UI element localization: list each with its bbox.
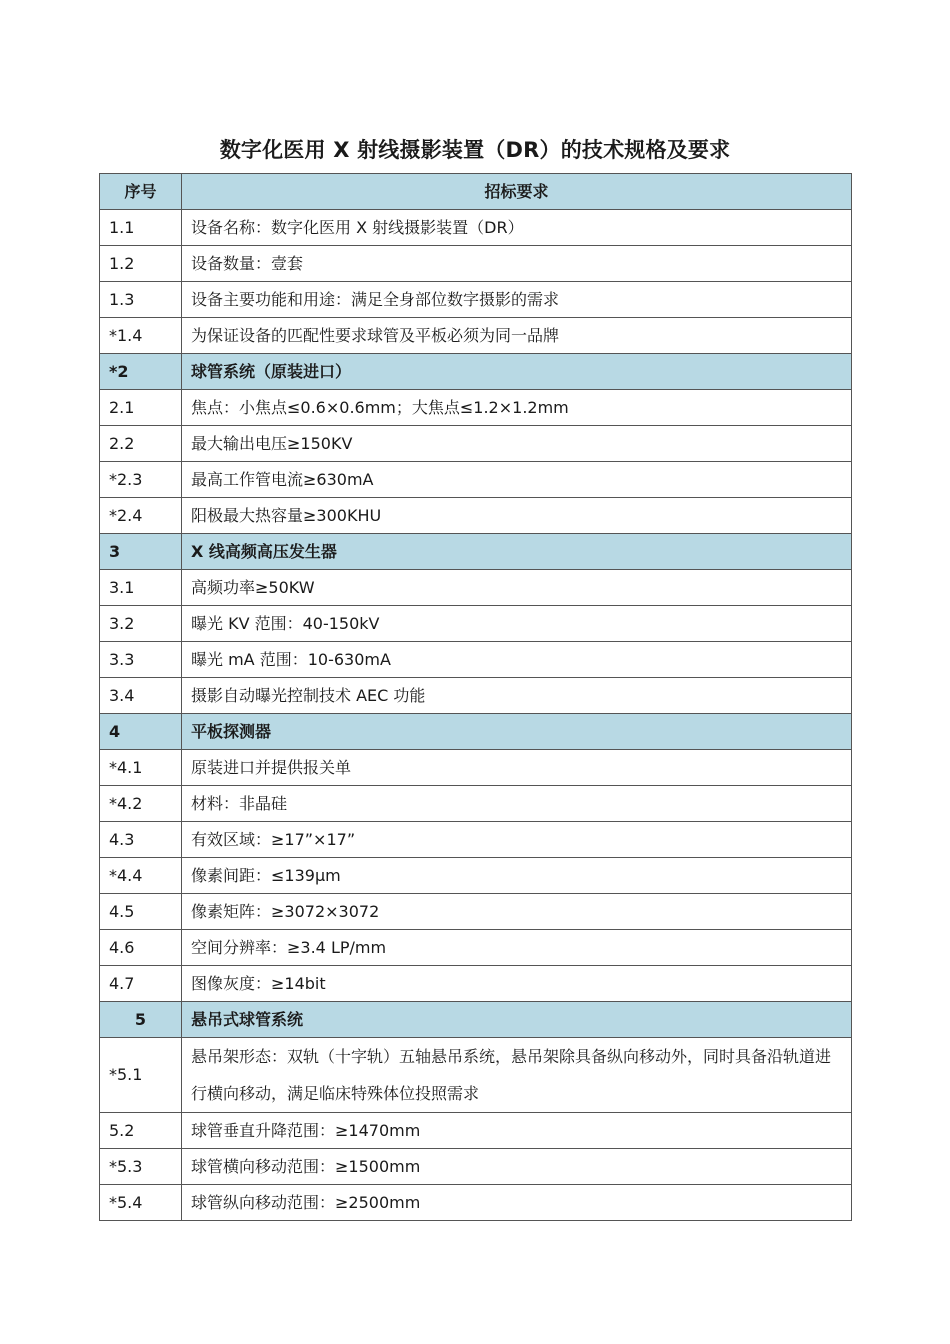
row-requirement: 焦点：小焦点≤0.6×0.6mm；大焦点≤1.2×1.2mm [182, 390, 852, 426]
table-row [100, 1038, 852, 1113]
row-requirement: 空间分辨率：≥3.4 LP/mm [182, 930, 852, 966]
row-number: *5.3 [100, 1149, 182, 1185]
section-number: 3 [100, 534, 182, 570]
section-row [100, 354, 852, 390]
row-requirement: 阳极最大热容量≥300KHU [182, 498, 852, 534]
row-requirement: 球管横向移动范围：≥1500mm [182, 1149, 852, 1185]
row-requirement: 材料：非晶硅 [182, 786, 852, 822]
table-row [100, 318, 852, 354]
table-row [100, 642, 852, 678]
row-number: *2.4 [100, 498, 182, 534]
row-requirement: 原装进口并提供报关单 [182, 750, 852, 786]
section-title: 悬吊式球管系统 [182, 1002, 852, 1038]
table-row [100, 678, 852, 714]
table-row [100, 858, 852, 894]
row-requirement: 最高工作管电流≥630mA [182, 462, 852, 498]
header-number: 序号 [100, 174, 182, 210]
row-number: *4.1 [100, 750, 182, 786]
row-number: *1.4 [100, 318, 182, 354]
table-row [100, 426, 852, 462]
table-row [100, 930, 852, 966]
row-number: 2.1 [100, 390, 182, 426]
section-row [100, 534, 852, 570]
section-title: 球管系统（原装进口） [182, 354, 852, 390]
row-requirement: 最大输出电压≥150KV [182, 426, 852, 462]
section-title: X 线高频高压发生器 [182, 534, 852, 570]
table-row [100, 1185, 852, 1221]
row-number: 1.1 [100, 210, 182, 246]
row-number: *2.3 [100, 462, 182, 498]
spec-table [99, 173, 852, 1221]
table-row [100, 1113, 852, 1149]
row-number: 4.3 [100, 822, 182, 858]
row-number: *4.4 [100, 858, 182, 894]
row-requirement: 为保证设备的匹配性要求球管及平板必须为同一品牌 [182, 318, 852, 354]
row-number: 5.2 [100, 1113, 182, 1149]
row-number: 4.6 [100, 930, 182, 966]
row-requirement: 高频功率≥50KW [182, 570, 852, 606]
row-requirement: 悬吊架形态：双轨（十字轨）五轴悬吊系统，悬吊架除具备纵向移动外，同时具备沿轨道进行横向移动，满足临床特殊体位投照需求 [182, 1038, 852, 1113]
table-row [100, 1149, 852, 1185]
row-requirement: 球管垂直升降范围：≥1470mm [182, 1113, 852, 1149]
row-number: 3.2 [100, 606, 182, 642]
table-row [100, 966, 852, 1002]
row-requirement: 曝光 mA 范围：10-630mA [182, 642, 852, 678]
row-number: *5.1 [100, 1038, 182, 1113]
table-row [100, 246, 852, 282]
table-row [100, 894, 852, 930]
table-row [100, 750, 852, 786]
section-number: 4 [100, 714, 182, 750]
section-number: 5 [100, 1002, 182, 1038]
table-row [100, 390, 852, 426]
row-number: *5.4 [100, 1185, 182, 1221]
row-number: 4.5 [100, 894, 182, 930]
section-row [100, 714, 852, 750]
row-number: 3.1 [100, 570, 182, 606]
row-requirement: 曝光 KV 范围：40-150kV [182, 606, 852, 642]
row-requirement: 有效区域：≥17”×17” [182, 822, 852, 858]
row-requirement: 图像灰度：≥14bit [182, 966, 852, 1002]
row-number: 4.7 [100, 966, 182, 1002]
row-number: *4.2 [100, 786, 182, 822]
row-number: 3.4 [100, 678, 182, 714]
table-row [100, 462, 852, 498]
row-requirement: 摄影自动曝光控制技术 AEC 功能 [182, 678, 852, 714]
table-row [100, 786, 852, 822]
table-row [100, 498, 852, 534]
row-number: 2.2 [100, 426, 182, 462]
row-number: 3.3 [100, 642, 182, 678]
table-row [100, 570, 852, 606]
row-requirement: 设备数量：壹套 [182, 246, 852, 282]
table-row [100, 282, 852, 318]
row-requirement: 像素矩阵：≥3072×3072 [182, 894, 852, 930]
table-row [100, 606, 852, 642]
header-requirement: 招标要求 [182, 174, 852, 210]
row-requirement: 球管纵向移动范围：≥2500mm [182, 1185, 852, 1221]
table-row [100, 210, 852, 246]
section-number: *2 [100, 354, 182, 390]
table-header-row [100, 174, 852, 210]
section-title: 平板探测器 [182, 714, 852, 750]
row-requirement: 设备主要功能和用途：满足全身部位数字摄影的需求 [182, 282, 852, 318]
row-number: 1.2 [100, 246, 182, 282]
section-row [100, 1002, 852, 1038]
row-requirement: 设备名称：数字化医用 X 射线摄影装置（DR） [182, 210, 852, 246]
row-number: 1.3 [100, 282, 182, 318]
document-title: 数字化医用 X 射线摄影装置（DR）的技术规格及要求 [219, 138, 731, 162]
row-requirement: 像素间距：≤139μm [182, 858, 852, 894]
table-row [100, 822, 852, 858]
